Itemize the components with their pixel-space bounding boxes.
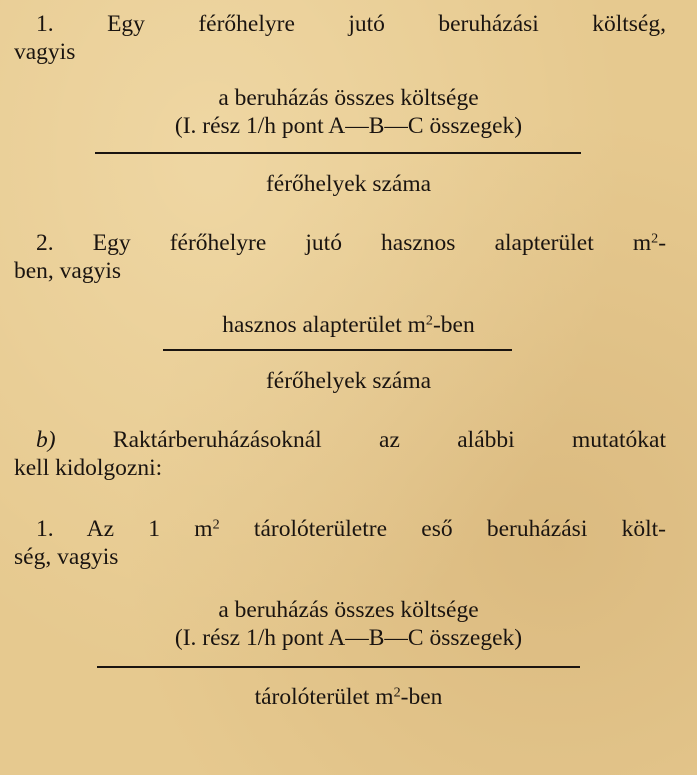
item-1-numerator-line-1: a beruházás összes költsége <box>218 85 479 111</box>
section-b-item-1-fraction-bar <box>97 666 580 668</box>
item-2-formula-denominator <box>0 367 697 395</box>
section-b-label: b) <box>36 427 56 453</box>
item-1-text <box>14 10 666 66</box>
section-b-item-1-heading-a: Az 1 m <box>86 516 213 542</box>
item-2-number: 2. <box>36 230 54 256</box>
section-b-item-1-heading-sup: 2 <box>212 516 220 533</box>
item-1-formula-numerator <box>0 84 697 140</box>
item-1-first-line <box>14 10 666 38</box>
item-2-denominator: férőhelyek száma <box>265 368 432 394</box>
item-1-denominator: férőhelyek száma <box>265 171 432 197</box>
section-b-text <box>14 426 666 482</box>
section-b-item-1-continuation: ség, vagyis <box>14 544 119 570</box>
section-b-first-line <box>14 426 666 454</box>
item-1-numerator-line-2: (I. rész 1/h pont A—B—C összegek) <box>174 113 523 139</box>
section-b-item-1-text <box>14 515 666 571</box>
item-1-formula-denominator <box>0 170 697 198</box>
section-b-item-1-number: 1. <box>36 516 54 542</box>
section-b-item-1-formula-denominator <box>0 683 697 711</box>
section-b-item-1-denominator-sup: 2 <box>393 684 401 701</box>
section-b-item-1-formula-numerator <box>0 596 697 652</box>
item-1-continuation: vagyis <box>14 39 76 65</box>
item-2-numerator-b: -ben <box>432 312 475 338</box>
item-2-numerator-sup: 2 <box>425 312 433 329</box>
item-2-heading-a: Egy férőhelyre jutó hasznos alapterület m <box>92 230 652 256</box>
section-b-item-1-numerator-line-1: a beruházás összes költsége <box>218 597 479 623</box>
item-2-numerator <box>0 311 697 339</box>
section-b-continuation: kell kidolgozni: <box>14 455 163 481</box>
item-2-fraction-bar <box>163 349 512 351</box>
section-b-item-1-numerator-line-2: (I. rész 1/h pont A—B—C összegek) <box>174 625 523 651</box>
item-2-first-line <box>14 229 666 257</box>
section-b-item-1-first-line <box>14 515 666 543</box>
item-2-text <box>14 229 666 285</box>
item-2-heading-sup: 2 <box>651 230 659 247</box>
item-2-continuation: ben, vagyis <box>14 258 122 284</box>
item-2-heading-b: - <box>658 230 667 256</box>
item-2-formula-numerator <box>0 311 697 339</box>
section-b-item-1-denominator-a: tárolóterület m <box>254 684 394 710</box>
item-1-number: 1. <box>36 11 54 37</box>
section-b-item-1-denominator <box>0 683 697 711</box>
section-b-item-1-denominator-b: -ben <box>400 684 443 710</box>
item-1-fraction-bar <box>95 152 581 154</box>
section-b-heading: Raktárberuházásoknál az alábbi mutatókat <box>112 427 666 453</box>
item-1-heading: Egy férőhelyre jutó beruházási költség, <box>107 11 666 37</box>
section-b-item-1-heading-b: tárolóterületre eső beruházási költ- <box>219 516 666 542</box>
item-2-numerator-a: hasznos alapterület m <box>222 312 426 338</box>
